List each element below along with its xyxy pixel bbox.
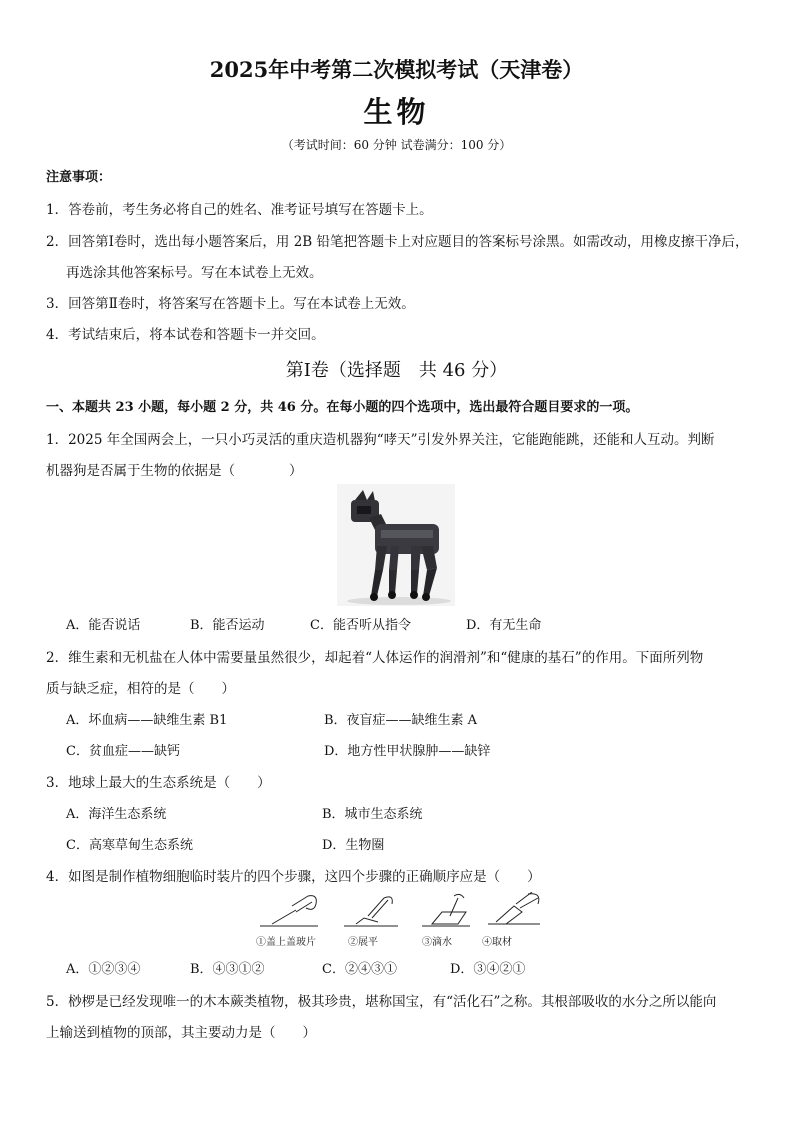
notice-item: 2．回答第Ⅰ卷时，选出每小题答案后，用 2B 铅笔把答题卡上对应题目的答案标号涂黑。如需改动，用橡皮擦干净后， [46, 234, 749, 250]
section-title: 第Ⅰ卷（选择题 共 46 分） [285, 360, 508, 381]
question-2-line1: 2．维生素和无机盐在人体中需要量虽然很少，却起着“人体运作的润滑剂”和“健康的基石”的作用。下面所列物 [46, 650, 704, 666]
question-5-line2: 上输送到植物的顶部，其主要动力是（ ） [46, 1025, 316, 1041]
slide-preparation-steps-figure [252, 892, 552, 934]
subject-title: 生物 [363, 95, 430, 129]
step-label-3: ③滴水 [422, 937, 452, 948]
q2-option-a: A．坏血病——缺维生素 B1 [66, 713, 228, 728]
question-1-line1: 1．2025 年全国两会上，一只小巧灵活的重庆造机器狗“哮天”引发外界关注，它能跑能跳，还能和人互动。判断 [46, 432, 715, 448]
q2-option-c: C．贫血症——缺钙 [66, 744, 180, 759]
q4-option-c: C．②④③① [322, 962, 397, 977]
q4-option-a: A．①②③④ [66, 962, 141, 977]
q1-option-a: A．能否说话 [66, 618, 141, 633]
q4-option-b: B．④③①② [190, 962, 265, 977]
q4-option-d: D．③④②① [450, 962, 526, 977]
q1-option-b: B．能否运动 [190, 618, 265, 633]
exam-info: （考试时间：60 分钟 试卷满分：100 分） [281, 138, 512, 152]
q1-option-d: D．有无生命 [466, 618, 542, 633]
exam-title: 2025年中考第二次模拟考试（天津卷） [209, 57, 584, 82]
step-label-4: ④取材 [482, 937, 512, 948]
part-heading: 一、本题共 23 小题，每小题 2 分，共 46 分。在每小题的四个选项中，选出最符合题目要求的一项。 [46, 400, 639, 415]
q3-option-a: A．海洋生态系统 [66, 807, 167, 822]
question-1-line2: 机器狗是否属于生物的依据是（ ） [46, 463, 303, 479]
step-label-2: ②展平 [348, 937, 378, 948]
step-label-1: ①盖上盖玻片 [256, 937, 316, 948]
question-5-line1: 5．桫椤是已经发现唯一的木本蕨类植物，极其珍贵，堪称国宝，有“活化石”之称。其根部吸收的水分之所以能向 [46, 994, 717, 1010]
q3-option-b: B．城市生态系统 [322, 807, 423, 822]
question-4-line1: 4．如图是制作植物细胞临时装片的四个步骤，这四个步骤的正确顺序应是（ ） [46, 869, 541, 885]
robot-dog-image [337, 484, 455, 606]
q3-option-c: C．高寒草甸生态系统 [66, 838, 193, 853]
notice-item: 3．回答第Ⅱ卷时，将答案写在答题卡上。写在本试卷上无效。 [46, 296, 415, 312]
question-2-line2: 质与缺乏症，相符的是（ ） [46, 681, 235, 697]
notice-item-continued: 再选涂其他答案标号。写在本试卷上无效。 [66, 265, 323, 281]
notice-heading: 注意事项： [46, 170, 112, 185]
notice-item: 1．答卷前，考生务必将自己的姓名、准考证号填写在答题卡上。 [46, 202, 433, 218]
notice-item: 4．考试结束后，将本试卷和答题卡一并交回。 [46, 327, 325, 343]
q3-option-d: D．生物圈 [322, 838, 385, 853]
question-3-line1: 3．地球上最大的生态系统是（ ） [46, 775, 271, 791]
q2-option-b: B．夜盲症——缺维生素 A [324, 713, 478, 728]
q2-option-d: D．地方性甲状腺肿——缺锌 [324, 744, 491, 759]
q1-option-c: C．能否听从指令 [310, 618, 411, 633]
